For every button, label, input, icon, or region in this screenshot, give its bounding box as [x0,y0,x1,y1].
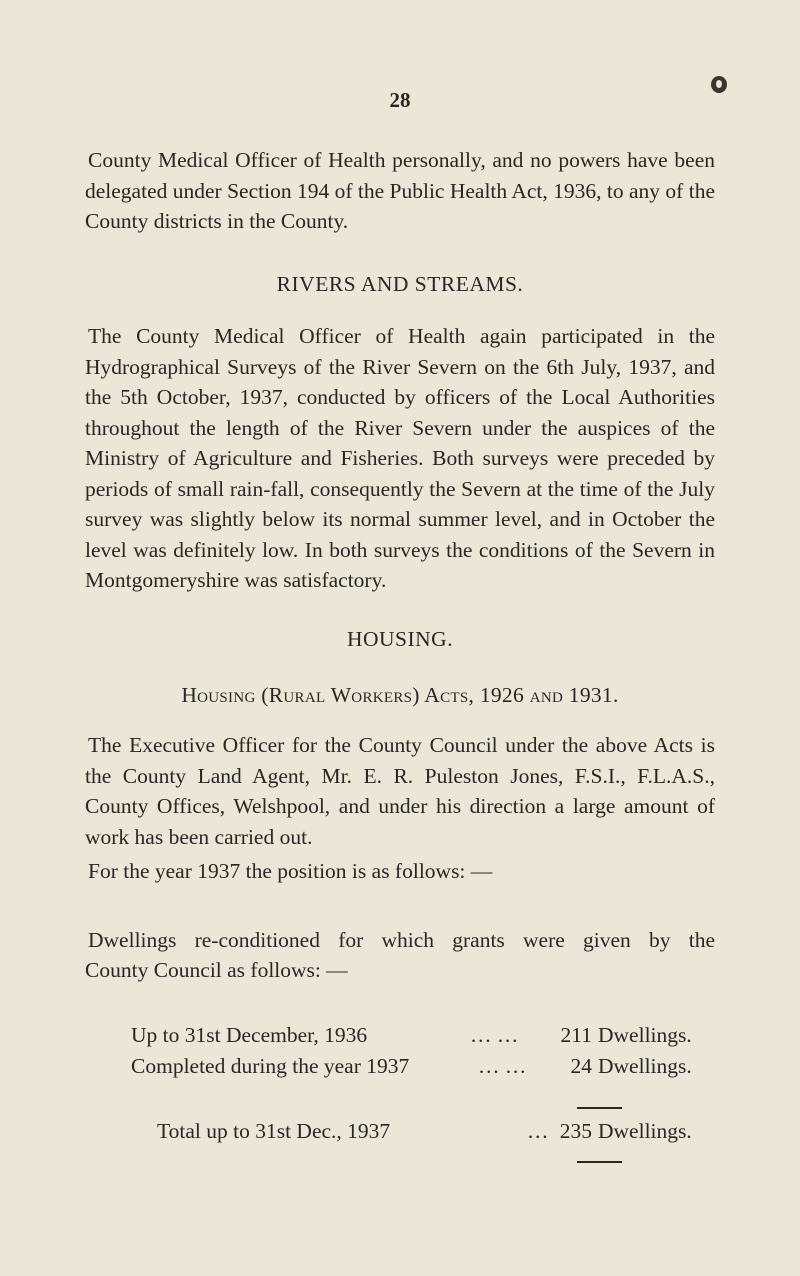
total-dots: … [527,1119,549,1143]
row-dots: … … [470,1023,519,1047]
row-value: 24 [570,1054,592,1078]
total-label: Total up to 31st Dec., 1937 [157,1119,391,1143]
row-label: Completed during the year 1937 [131,1054,410,1078]
ink-blot-icon [711,76,727,93]
total-unit: Dwellings. [598,1119,692,1143]
position-line: For the year 1937 the position is as follows: — [88,859,493,883]
housing-heading: HOUSING. [346,627,454,651]
dwellings-intro-line-1: Dwellings re-conditioned for which grants were given by the [88,928,715,952]
rivers-heading: RIVERS AND STREAMS. [276,272,524,296]
housing-paragraph: The Executive Officer for the County Council under the above Acts is the County Land Agent, Mr. E. R. Puleston Jones, F.S.I., F.L.A.S., County Offices, Welshpool, and under his direction a large amount of work has been carried out. [85,733,715,849]
row-label: Up to 31st December, 1936 [131,1023,368,1047]
row-value: 211 [560,1023,592,1047]
row-unit: Dwellings. [598,1023,692,1047]
total-rule [577,1161,622,1163]
rivers-paragraph: The County Medical Officer of Health again participated in the Hydrographical Surveys of the River Severn on the 6th July, 1937, and the 5th October, 1937, conducted by officers of the Local Authorities throughout the length of the River Severn under the auspices of the Ministry of Agriculture and Fisheries. Both surveys were preceded by periods of small rain-fall, consequently the Severn at the time of the July survey was slightly below its normal summer level, and in October the level was definitely low. In both surveys the conditions of the Severn in Montgomeryshire was satisfactory. [85,324,715,592]
housing-subheading: Housing (Rural Workers) Acts, 1926 and 1931. [181,683,619,707]
dwellings-intro-line-2: County Council as follows: — [85,958,348,982]
subtotal-rule [577,1107,622,1109]
row-unit: Dwellings. [598,1054,692,1078]
page-number: 28 [389,88,411,112]
row-dots: … … [478,1054,527,1078]
intro-paragraph: County Medical Officer of Health personally, and no powers have been delegated under Section 194 of the Public Health Act, 1936, to any of the County districts in the County. [85,148,715,233]
total-value: 235 [559,1119,592,1143]
